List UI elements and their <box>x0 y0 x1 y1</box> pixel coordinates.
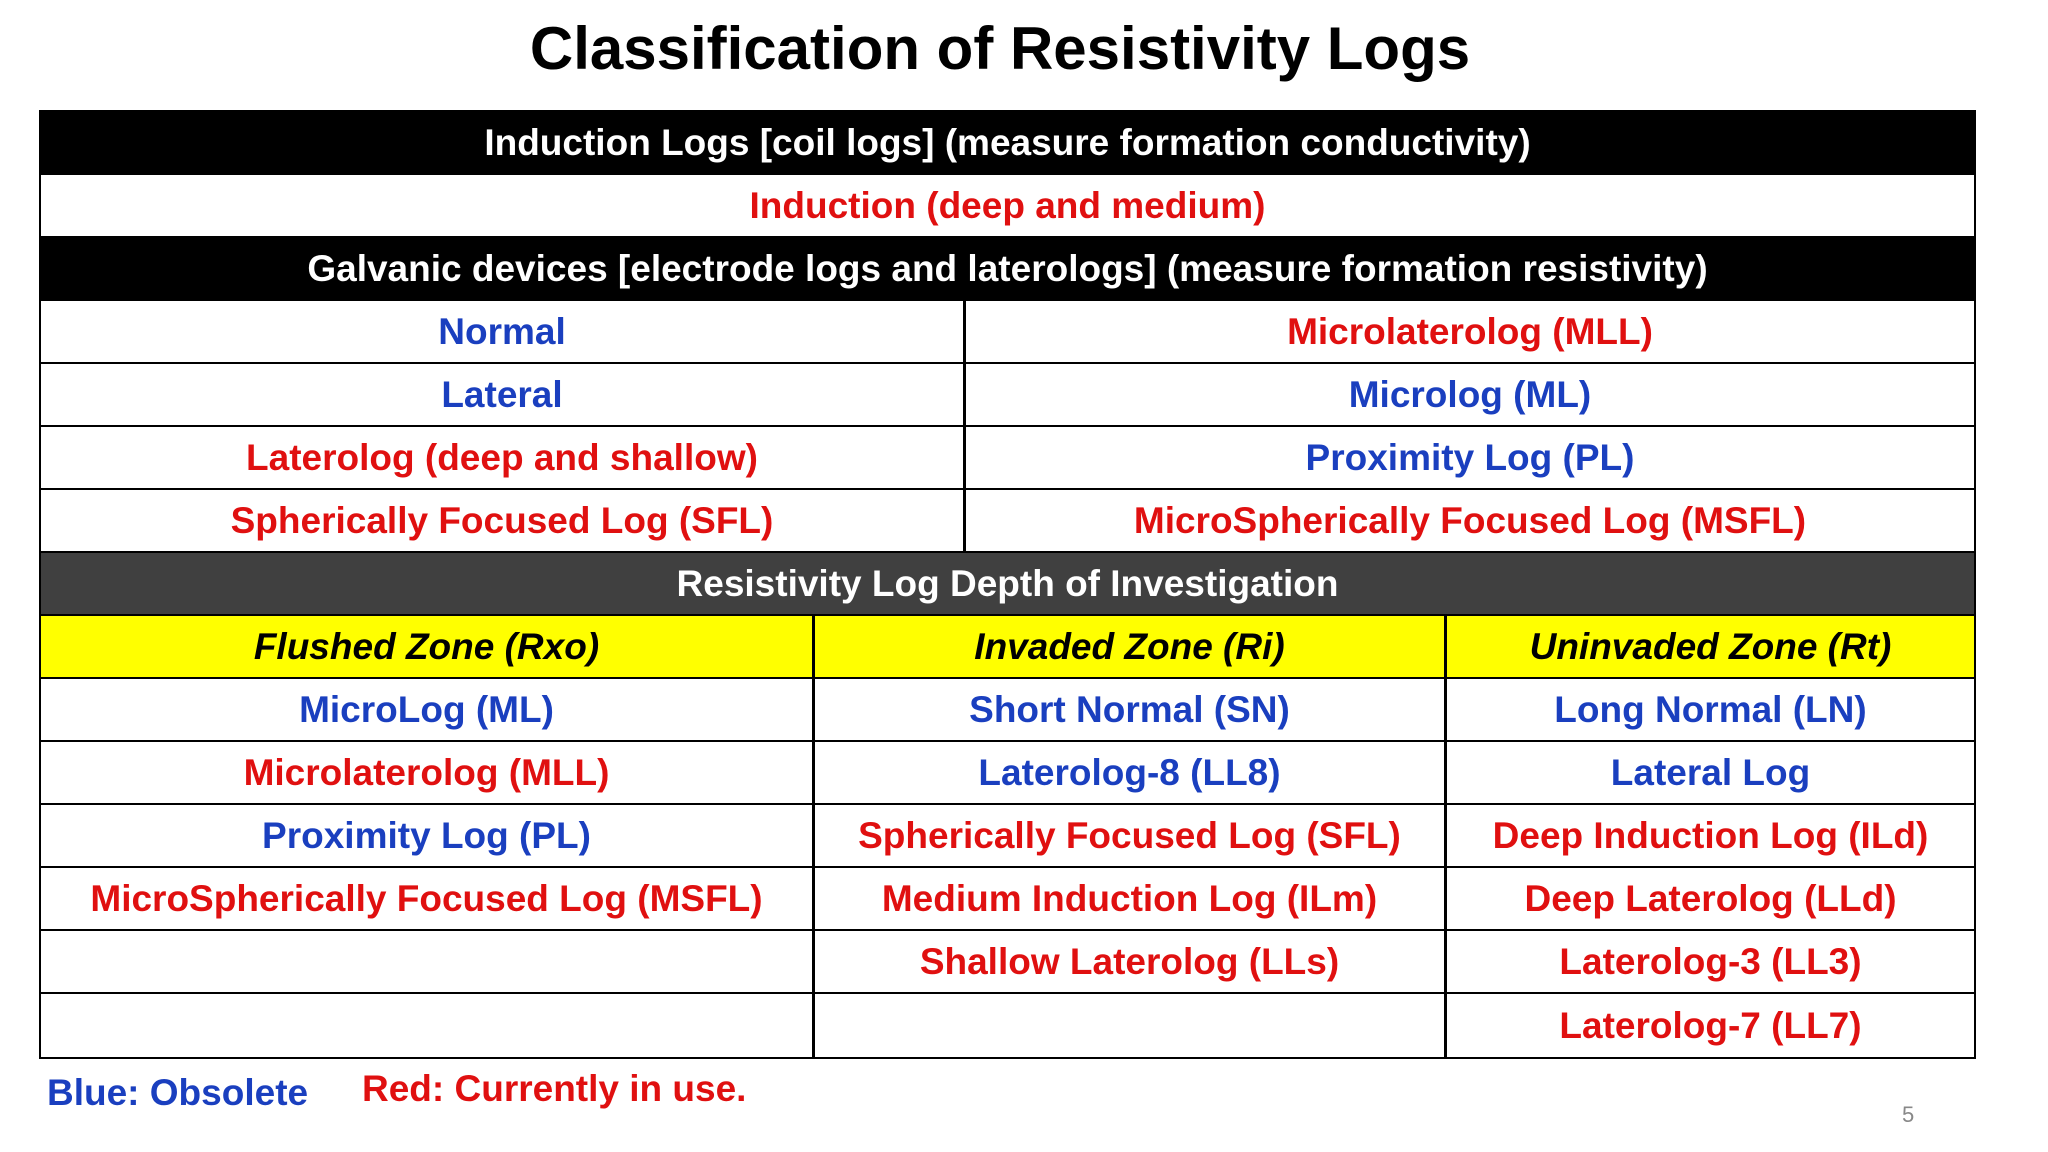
induction-header: Induction Logs [coil logs] (measure formation conductivity) <box>41 112 1974 173</box>
zone-row <box>41 994 1974 1057</box>
galvanic-row <box>41 427 1974 490</box>
uninvaded-zone-cell: Laterolog-3 (LL3) <box>1559 940 1862 982</box>
zone-header-row <box>41 616 1974 679</box>
uninvaded-zone-cell: Deep Induction Log (ILd) <box>1492 814 1929 856</box>
flushed-zone-cell: Proximity Log (PL) <box>41 805 815 866</box>
galvanic-left-cell: Normal <box>41 301 966 362</box>
induction-item-row <box>41 175 1974 238</box>
zone-row <box>41 742 1974 805</box>
induction-item: Induction (deep and medium) <box>749 184 1266 226</box>
galvanic-row <box>41 301 1974 364</box>
invaded-zone-cell: Medium Induction Log (ILm) <box>815 868 1447 929</box>
invaded-zone-cell <box>815 994 1447 1057</box>
galvanic-header: Galvanic devices [electrode logs and laterologs] (measure formation resistivity) <box>41 238 1974 299</box>
zone-row <box>41 868 1974 931</box>
galvanic-left-cell: Lateral <box>41 364 966 425</box>
legend-red: Red: Currently in use. <box>362 1068 747 1109</box>
uninvaded-zone-cell: Long Normal (LN) <box>1554 688 1867 730</box>
page-number: 5 <box>1902 1102 1915 1127</box>
galvanic-right-cell: Microlaterolog (MLL) <box>1287 310 1653 352</box>
invaded-zone-cell: Spherically Focused Log (SFL) <box>815 805 1447 866</box>
page-title: Classification of Resistivity Logs <box>529 15 1471 82</box>
classification-table <box>39 110 1976 1059</box>
uninvaded-zone-cell: Deep Laterolog (LLd) <box>1524 877 1897 919</box>
uninvaded-zone-cell: Laterolog-7 (LL7) <box>1559 1004 1862 1046</box>
galvanic-row <box>41 364 1974 427</box>
flushed-zone-cell <box>41 994 815 1057</box>
flushed-zone-cell: Microlaterolog (MLL) <box>41 742 815 803</box>
galvanic-right-cell: MicroSpherically Focused Log (MSFL) <box>1133 499 1807 541</box>
galvanic-row <box>41 490 1974 553</box>
galvanic-header-row <box>41 238 1974 301</box>
depth-header-row <box>41 553 1974 616</box>
uninvaded-zone-cell: Lateral Log <box>1610 751 1811 793</box>
uninvaded-zone-header: Uninvaded Zone (Rt) <box>1447 616 1974 677</box>
galvanic-right-cell: Microlog (ML) <box>1348 373 1592 415</box>
flushed-zone-cell: MicroSpherically Focused Log (MSFL) <box>41 868 815 929</box>
galvanic-right-cell: Proximity Log (PL) <box>1305 436 1635 478</box>
legend-blue: Blue: Obsolete <box>47 1072 309 1113</box>
invaded-zone-cell: Laterolog-8 (LL8) <box>815 742 1447 803</box>
zone-row <box>41 931 1974 994</box>
galvanic-left-cell: Spherically Focused Log (SFL) <box>41 490 966 551</box>
depth-header: Resistivity Log Depth of Investigation <box>41 553 1974 614</box>
invaded-zone-header: Invaded Zone (Ri) <box>815 616 1447 677</box>
induction-header-row <box>41 112 1974 175</box>
flushed-zone-header: Flushed Zone (Rxo) <box>41 616 815 677</box>
zone-row <box>41 679 1974 742</box>
flushed-zone-cell: MicroLog (ML) <box>41 679 815 740</box>
zone-row <box>41 805 1974 868</box>
invaded-zone-cell: Short Normal (SN) <box>815 679 1447 740</box>
galvanic-left-cell: Laterolog (deep and shallow) <box>41 427 966 488</box>
flushed-zone-cell <box>41 931 815 992</box>
invaded-zone-cell: Shallow Laterolog (LLs) <box>815 931 1447 992</box>
